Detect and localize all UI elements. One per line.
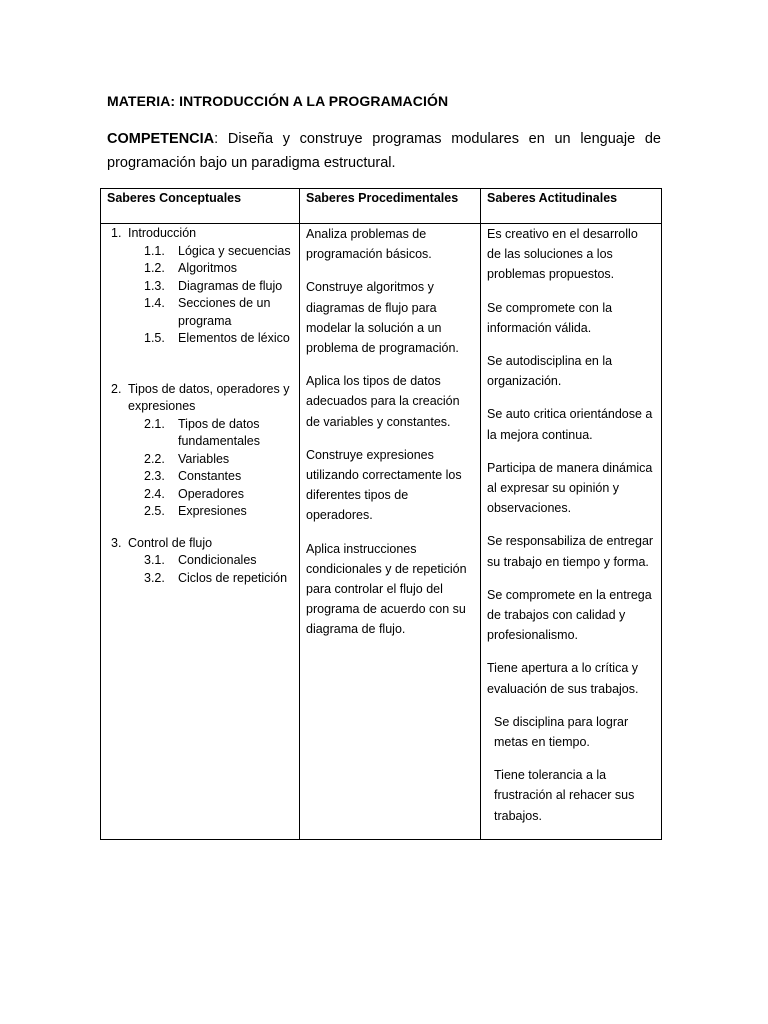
subtopic-text: Variables	[178, 451, 230, 466]
subtopic	[101, 503, 299, 521]
subtopic-number: 2.5.	[144, 504, 165, 518]
actitudinal-text: Se auto critica orientándose a la mejora continua.	[487, 407, 653, 442]
header-procedimentales: Saberes Procedimentales	[300, 189, 481, 224]
subtopic-text: Secciones de un programa	[178, 296, 271, 328]
subtopic-number: 2.4.	[144, 486, 165, 501]
subtopic	[101, 416, 299, 451]
subtopic	[101, 278, 299, 296]
conceptuales-cell	[101, 224, 300, 840]
subtopic	[101, 451, 299, 469]
subtopic	[101, 295, 299, 330]
subtopic-text: Tipos de datos fundamentales	[178, 416, 261, 448]
subtopic-text: Elementos de léxico	[178, 331, 290, 345]
actitudinal-text: Se disciplina para lograr metas en tiempo.	[494, 714, 629, 750]
subtopic-number: 1.1.	[144, 243, 165, 258]
table-header-row	[101, 189, 662, 224]
saberes-table	[100, 188, 662, 840]
actitudinal-text: Es creativo en el desarrollo de las soluciones a los problemas propuestos.	[487, 227, 638, 282]
subtopic-number: 3.1.	[144, 553, 165, 567]
subtopic	[101, 260, 299, 278]
actitudinal-text: Participa de manera dinámica al expresar su opinión y observaciones.	[487, 460, 653, 516]
topic-title: Introducción	[128, 226, 197, 240]
actitudinal-text: Tiene apertura a lo crítica y evaluación de sus trabajos.	[487, 661, 639, 696]
topic-title: Control de flujo	[128, 535, 213, 550]
actitudinal-text: Tiene tolerancia a la frustración al rehacer sus trabajos.	[494, 768, 635, 823]
competencia-label: COMPETENCIA	[107, 131, 215, 147]
subtopic	[101, 552, 299, 570]
subtopic-number: 2.3.	[144, 469, 165, 483]
subtopic-text: Constantes	[178, 469, 242, 483]
procedimental-text: Construye algoritmos y diagramas de flujo para modelar la solución a un problema de programación.	[306, 280, 459, 356]
subtopic-number: 1.2.	[144, 261, 165, 275]
actitudinal-text: Se compromete con la información válida.	[487, 300, 613, 335]
procedimental-text: Aplica instrucciones condicionales y de repetición para controlar el flujo del programa de acuerdo con su diagrama de flujo.	[306, 541, 467, 637]
subtopic	[101, 570, 299, 588]
topic-number: 1.	[111, 226, 122, 240]
subtopic-number: 2.2.	[144, 451, 165, 466]
header-conceptuales: Saberes Conceptuales	[101, 189, 300, 224]
procedimentales-cell	[300, 224, 481, 840]
table-body-row	[101, 224, 662, 840]
list-item	[101, 535, 299, 588]
subtopic-text: Lógica y secuencias	[178, 243, 291, 258]
subtopic-number: 1.4.	[144, 296, 165, 310]
list-item	[101, 225, 299, 348]
subtopic-text: Operadores	[178, 486, 245, 501]
actitudinal-text: Se responsabiliza de entregar su trabajo en tiempo y forma.	[487, 534, 654, 569]
subtopic	[101, 468, 299, 486]
topic-number: 2.	[111, 381, 122, 396]
subtopic	[101, 243, 299, 261]
materia-title: MATERIA: INTRODUCCIÓN A LA PROGRAMACIÓN	[107, 93, 449, 109]
subtopic-number: 3.2.	[144, 570, 165, 585]
subtopic	[101, 486, 299, 504]
subtopic-text: Expresiones	[178, 504, 247, 518]
header-actitudinales: Saberes Actitudinales	[481, 189, 662, 224]
procedimental-text: Construye expresiones utilizando correctamente los diferentes tipos de operadores.	[306, 447, 462, 523]
topic-title: Tipos de datos, operadores y expresiones	[128, 381, 290, 413]
subtopic	[101, 330, 299, 348]
subtopic-number: 2.1.	[144, 416, 165, 431]
competencia-paragraph	[107, 127, 661, 175]
procedimental-text: Analiza problemas de programación básicos.	[306, 227, 432, 262]
actitudinal-text: Se compromete en la entrega de trabajos con calidad y profesionalismo.	[487, 587, 652, 643]
subtopic-number: 1.3.	[144, 278, 165, 293]
subtopic-text: Diagramas de flujo	[178, 278, 283, 293]
subtopic-text: Algoritmos	[178, 261, 238, 275]
conceptuales-list	[101, 225, 299, 587]
actitudinales-cell	[481, 224, 662, 840]
list-item	[101, 381, 299, 521]
subtopic-text: Ciclos de repetición	[178, 570, 288, 585]
actitudinal-text: Se autodisciplina en la organización.	[487, 354, 613, 389]
competencia-text: : Diseña y construye programas modulares en un lenguaje de programación bajo un paradigma estructural.	[107, 131, 661, 171]
subtopic-text: Condicionales	[178, 553, 257, 567]
topic-number: 3.	[111, 535, 122, 550]
subtopic-number: 1.5.	[144, 331, 165, 345]
procedimental-text: Aplica los tipos de datos adecuados para la creación de variables y constantes.	[306, 374, 460, 429]
